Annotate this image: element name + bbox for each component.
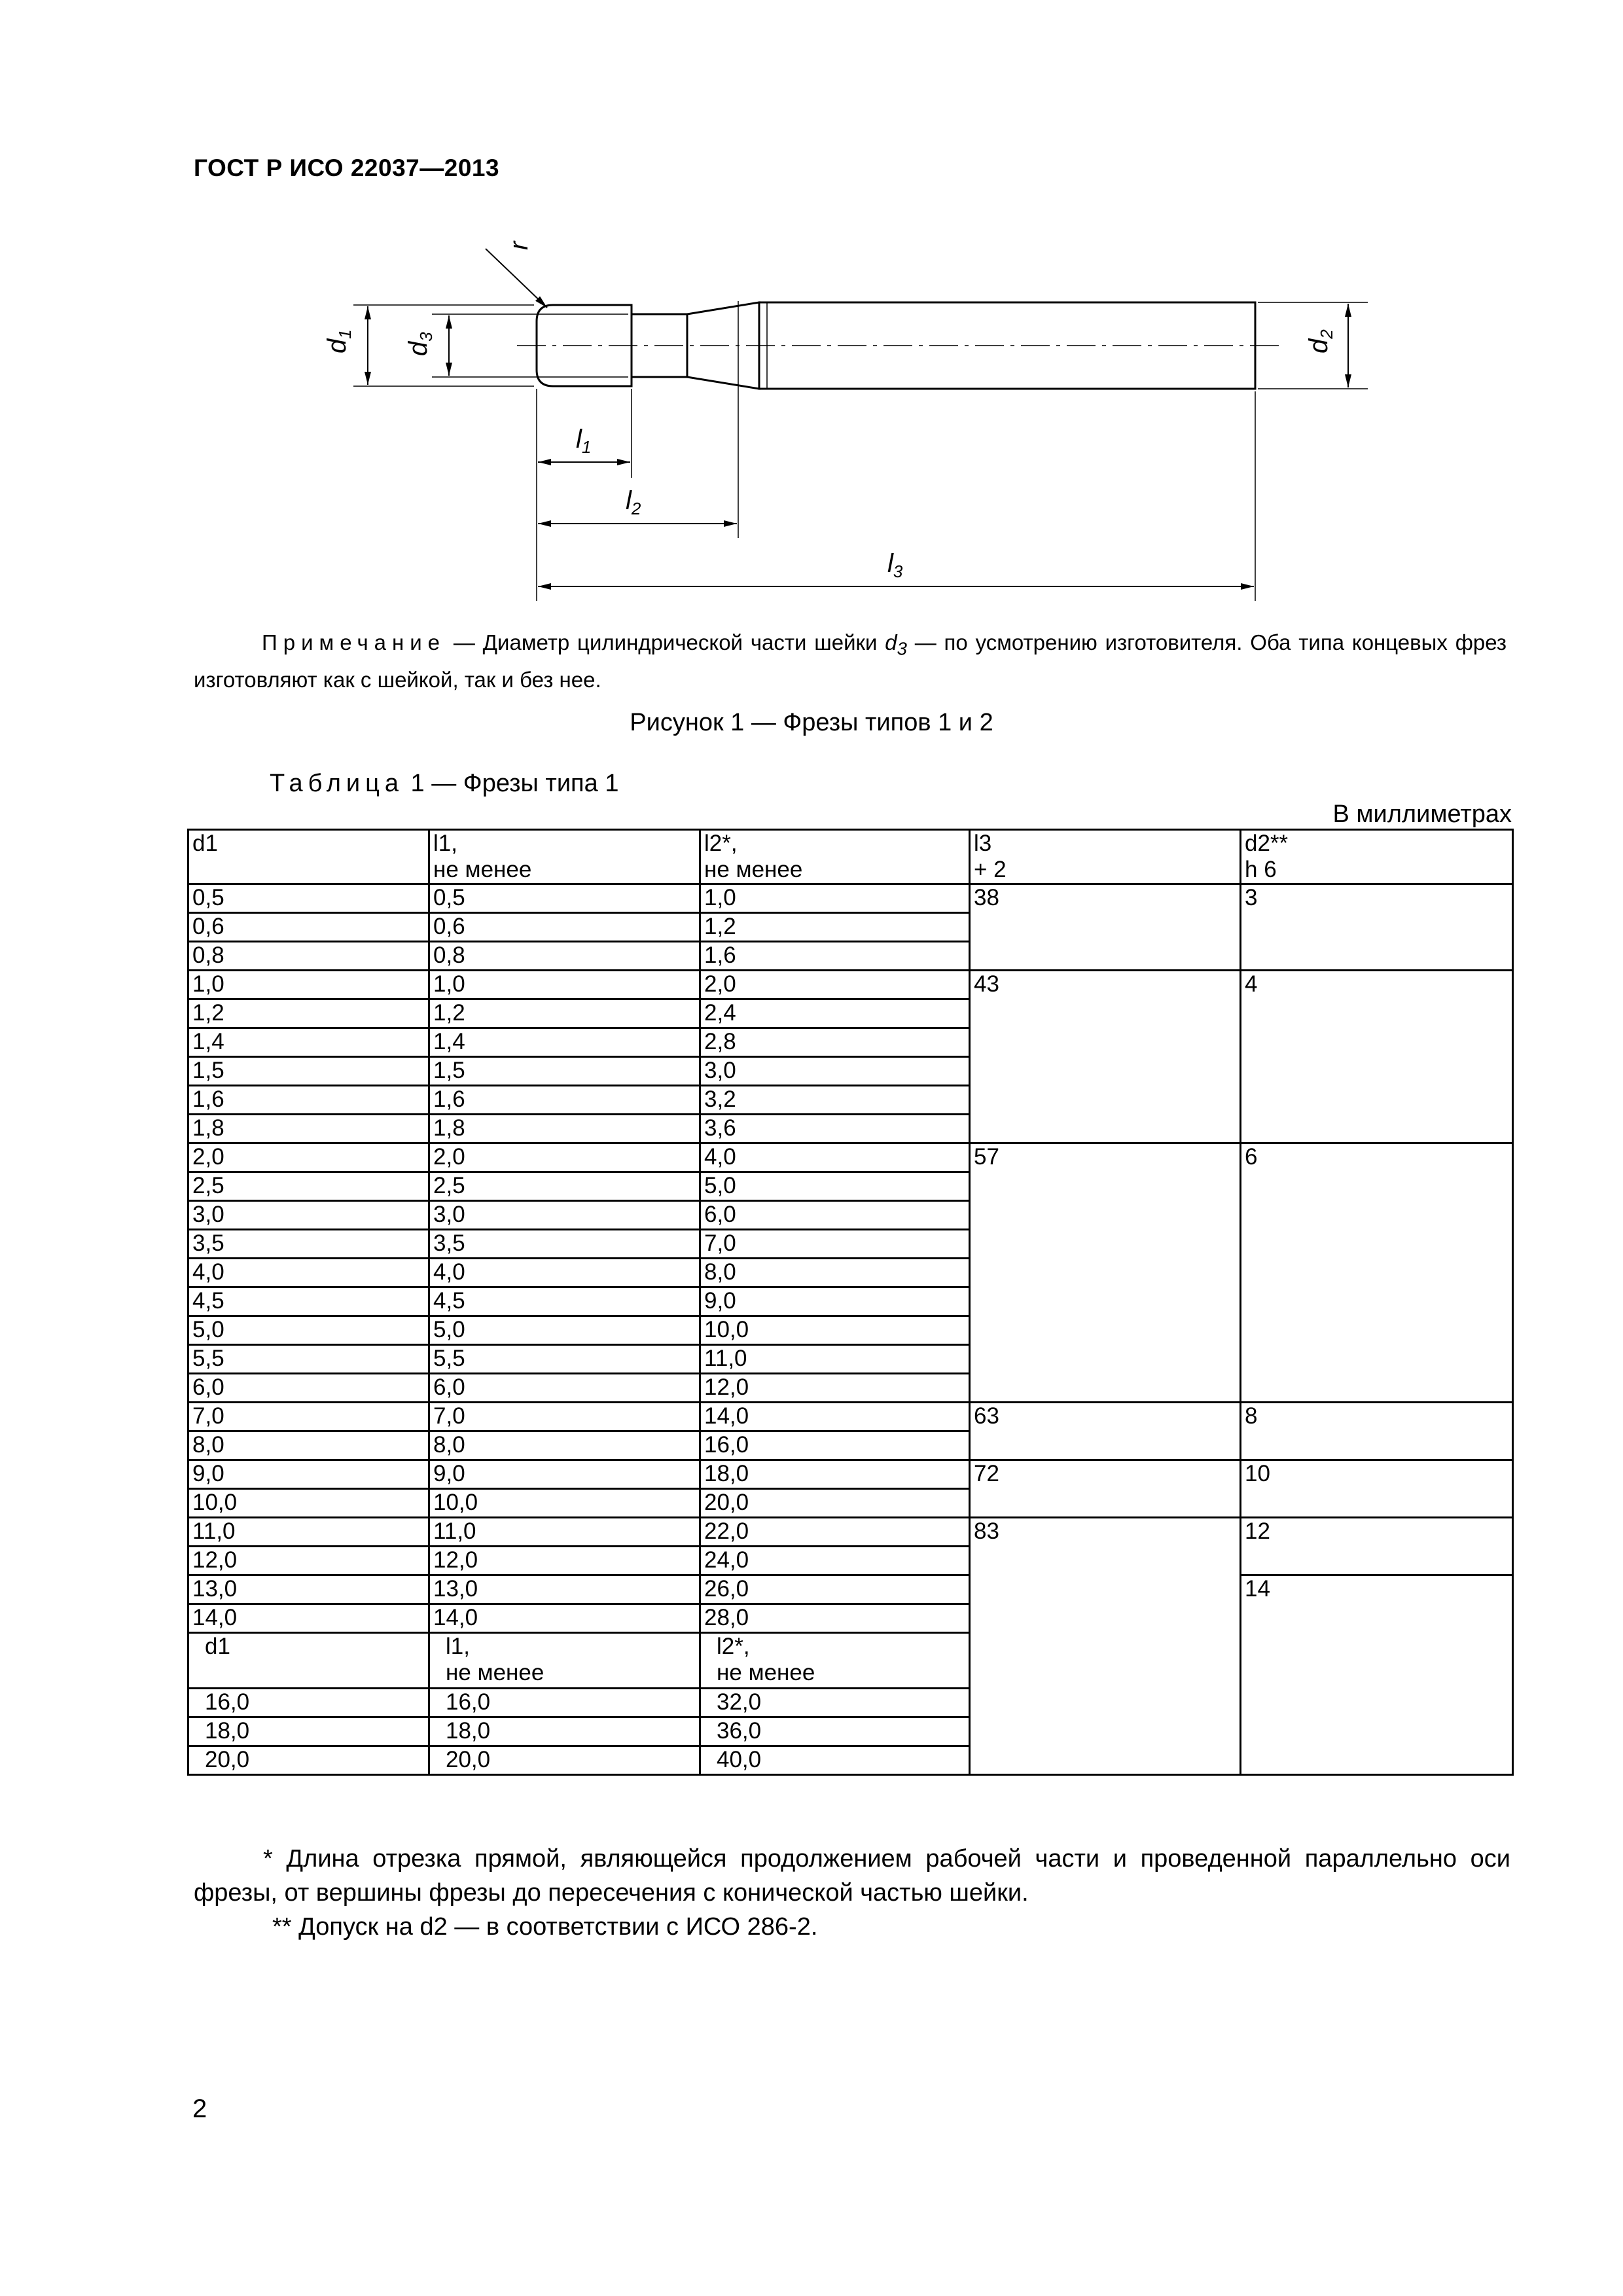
table-cell: 28,0 [700,1604,970,1633]
l1-label: $l_1$ [576,425,592,457]
table-cell: 3,0 [429,1201,700,1230]
table-cell: 7,0 [700,1230,970,1259]
table-cell: 16,0 [700,1431,970,1460]
d3-label: $d_3$ [404,332,436,356]
header-l2: l2*, не менее [700,830,970,884]
table-cell: 0,6 [429,913,700,942]
table-cell: 24,0 [700,1547,970,1575]
d2-cell: 14 [1241,1575,1513,1775]
table-cell: 18,0 [188,1717,429,1746]
table-cell: 13,0 [429,1575,700,1604]
table-row [188,884,1513,913]
table-cell: 0,8 [429,942,700,971]
d2-cell: 12 [1241,1518,1513,1575]
table-cell: 1,8 [429,1115,700,1143]
note-label: Примечание [262,630,446,655]
table-cell: 7,0 [429,1403,700,1431]
subheader-l2: l2*, не менее [700,1633,970,1689]
table-cell: 11,0 [700,1345,970,1374]
table-cell: 0,5 [188,884,429,913]
r-leader [486,249,547,308]
table-cell: 1,6 [700,942,970,971]
cutter-table [187,829,1514,1776]
header-d1: d1 [188,830,429,884]
table-caption: Таблица 1 — Фрезы типа 1 [270,770,619,797]
table-cell: 5,0 [429,1316,700,1345]
table-cell: 9,0 [188,1460,429,1489]
d2-cell: 6 [1241,1143,1513,1403]
table-cell: 8,0 [700,1259,970,1287]
table-cell: 12,0 [188,1547,429,1575]
table-cell: 1,5 [188,1057,429,1086]
table-cell: 20,0 [188,1746,429,1775]
table-cell: 4,5 [429,1287,700,1316]
figure-caption: Рисунок 1 — Фрезы типов 1 и 2 [630,709,993,736]
l2-label: $l_2$ [626,486,641,518]
table-cell: 4,0 [429,1259,700,1287]
table-cell: 20,0 [700,1489,970,1518]
figure-note: Примечание — Диаметр цилиндрической части шейки $d_3$ — по усмотрению изготовителя. Оба типа концевых фрез изготовляют как с шейкой, так и без нее. [194,630,1507,692]
table-cell: 36,0 [700,1717,970,1746]
table-cell: 2,8 [700,1028,970,1057]
table-cell: 13,0 [188,1575,429,1604]
table-cell: 2,4 [700,999,970,1028]
table-footnotes [194,1842,1510,1944]
d2-label: $d_2$ [1304,329,1336,353]
r-label: r [505,241,533,250]
table-cell: 5,0 [188,1316,429,1345]
table-cell: 8,0 [188,1431,429,1460]
table-row [188,1460,1513,1489]
table-header-row [188,830,1513,884]
l3-cell: 63 [970,1403,1241,1460]
d2-cell: 4 [1241,971,1513,1143]
subheader-d1: d1 [188,1633,429,1689]
table-cell: 32,0 [700,1689,970,1717]
table-cell: 2,5 [188,1172,429,1201]
l3-cell: 57 [970,1143,1241,1403]
table-cell: 1,6 [188,1086,429,1115]
units-label: В миллиметрах [1332,800,1512,828]
l3-cell: 83 [970,1518,1241,1775]
d2-cell: 8 [1241,1403,1513,1460]
table-cell: 22,0 [700,1518,970,1547]
table-cell: 0,8 [188,942,429,971]
table-cell: 3,0 [188,1201,429,1230]
table-cell: 14,0 [429,1604,700,1633]
table-cell: 18,0 [700,1460,970,1489]
cutter-drawing [0,0,1623,628]
table-cell: 6,0 [700,1201,970,1230]
footnote-1: * Длина отрезка прямой, являющейся продолжением рабочей части и проведенной параллельно оси фрезы, от вершины фрезы до пересечения с конической частью шейки. [194,1845,1510,1907]
table-cell: 8,0 [429,1431,700,1460]
table-row [188,1403,1513,1431]
header-l3: l3 + 2 [970,830,1241,884]
table-cell: 2,5 [429,1172,700,1201]
table-cell: 14,0 [700,1403,970,1431]
footnote-2: ** Допуск на d2 — в соответствии с ИСО 286-2. [272,1913,818,1941]
table-cell: 9,0 [429,1460,700,1489]
table-cell: 1,6 [429,1086,700,1115]
l3-label: $l_3$ [887,549,903,581]
table-cell: 16,0 [188,1689,429,1717]
table-cell: 14,0 [188,1604,429,1633]
table-cell: 2,0 [700,971,970,999]
table-cell: 10,0 [700,1316,970,1345]
d1-label: $d_1$ [323,329,355,353]
table-cell: 16,0 [429,1689,700,1717]
d2-cell: 10 [1241,1460,1513,1518]
table-cell: 4,0 [700,1143,970,1172]
table-row [188,971,1513,999]
table-cell: 4,0 [188,1259,429,1287]
document-header: ГОСТ Р ИСО 22037—2013 [194,154,500,181]
table-cell: 5,0 [700,1172,970,1201]
table-row [188,1143,1513,1172]
table-cell: 11,0 [429,1518,700,1547]
table-row [188,1518,1513,1547]
page-number: 2 [192,2094,207,2123]
table-cell: 1,0 [188,971,429,999]
table-cell: 1,5 [429,1057,700,1086]
table-cell: 3,6 [700,1115,970,1143]
table-cell: 5,5 [429,1345,700,1374]
table-cell: 12,0 [429,1547,700,1575]
l3-cell: 72 [970,1460,1241,1518]
table-cell: 11,0 [188,1518,429,1547]
table-cell: 9,0 [700,1287,970,1316]
table-cell: 7,0 [188,1403,429,1431]
table-row [188,1575,1513,1604]
table-cell: 2,0 [188,1143,429,1172]
table-cell: 1,4 [188,1028,429,1057]
subheader-l1: l1, не менее [429,1633,700,1689]
table-cell: 3,5 [429,1230,700,1259]
table-cell: 1,0 [700,884,970,913]
table-cell: 1,4 [429,1028,700,1057]
table-cell: 1,0 [429,971,700,999]
table-cell: 6,0 [429,1374,700,1403]
table-cell: 10,0 [429,1489,700,1518]
table-cell: 40,0 [700,1746,970,1775]
table-cell: 1,2 [700,913,970,942]
l3-cell: 38 [970,884,1241,971]
table-cell: 3,5 [188,1230,429,1259]
l3-cell: 43 [970,971,1241,1143]
d2-cell: 3 [1241,884,1513,971]
table-cell: 0,6 [188,913,429,942]
table-cell: 4,5 [188,1287,429,1316]
header-l1: l1, не менее [429,830,700,884]
header-d2: d2** h 6 [1241,830,1513,884]
table-cell: 5,5 [188,1345,429,1374]
table-cell: 2,0 [429,1143,700,1172]
table-cell: 1,2 [188,999,429,1028]
table-cell: 0,5 [429,884,700,913]
table-cell: 3,0 [700,1057,970,1086]
table-cell: 18,0 [429,1717,700,1746]
table-cell: 20,0 [429,1746,700,1775]
table-cell: 12,0 [700,1374,970,1403]
table-cell: 6,0 [188,1374,429,1403]
table-cell: 10,0 [188,1489,429,1518]
table-cell: 26,0 [700,1575,970,1604]
table-cell: 3,2 [700,1086,970,1115]
table-cell: 1,8 [188,1115,429,1143]
table-cell: 1,2 [429,999,700,1028]
